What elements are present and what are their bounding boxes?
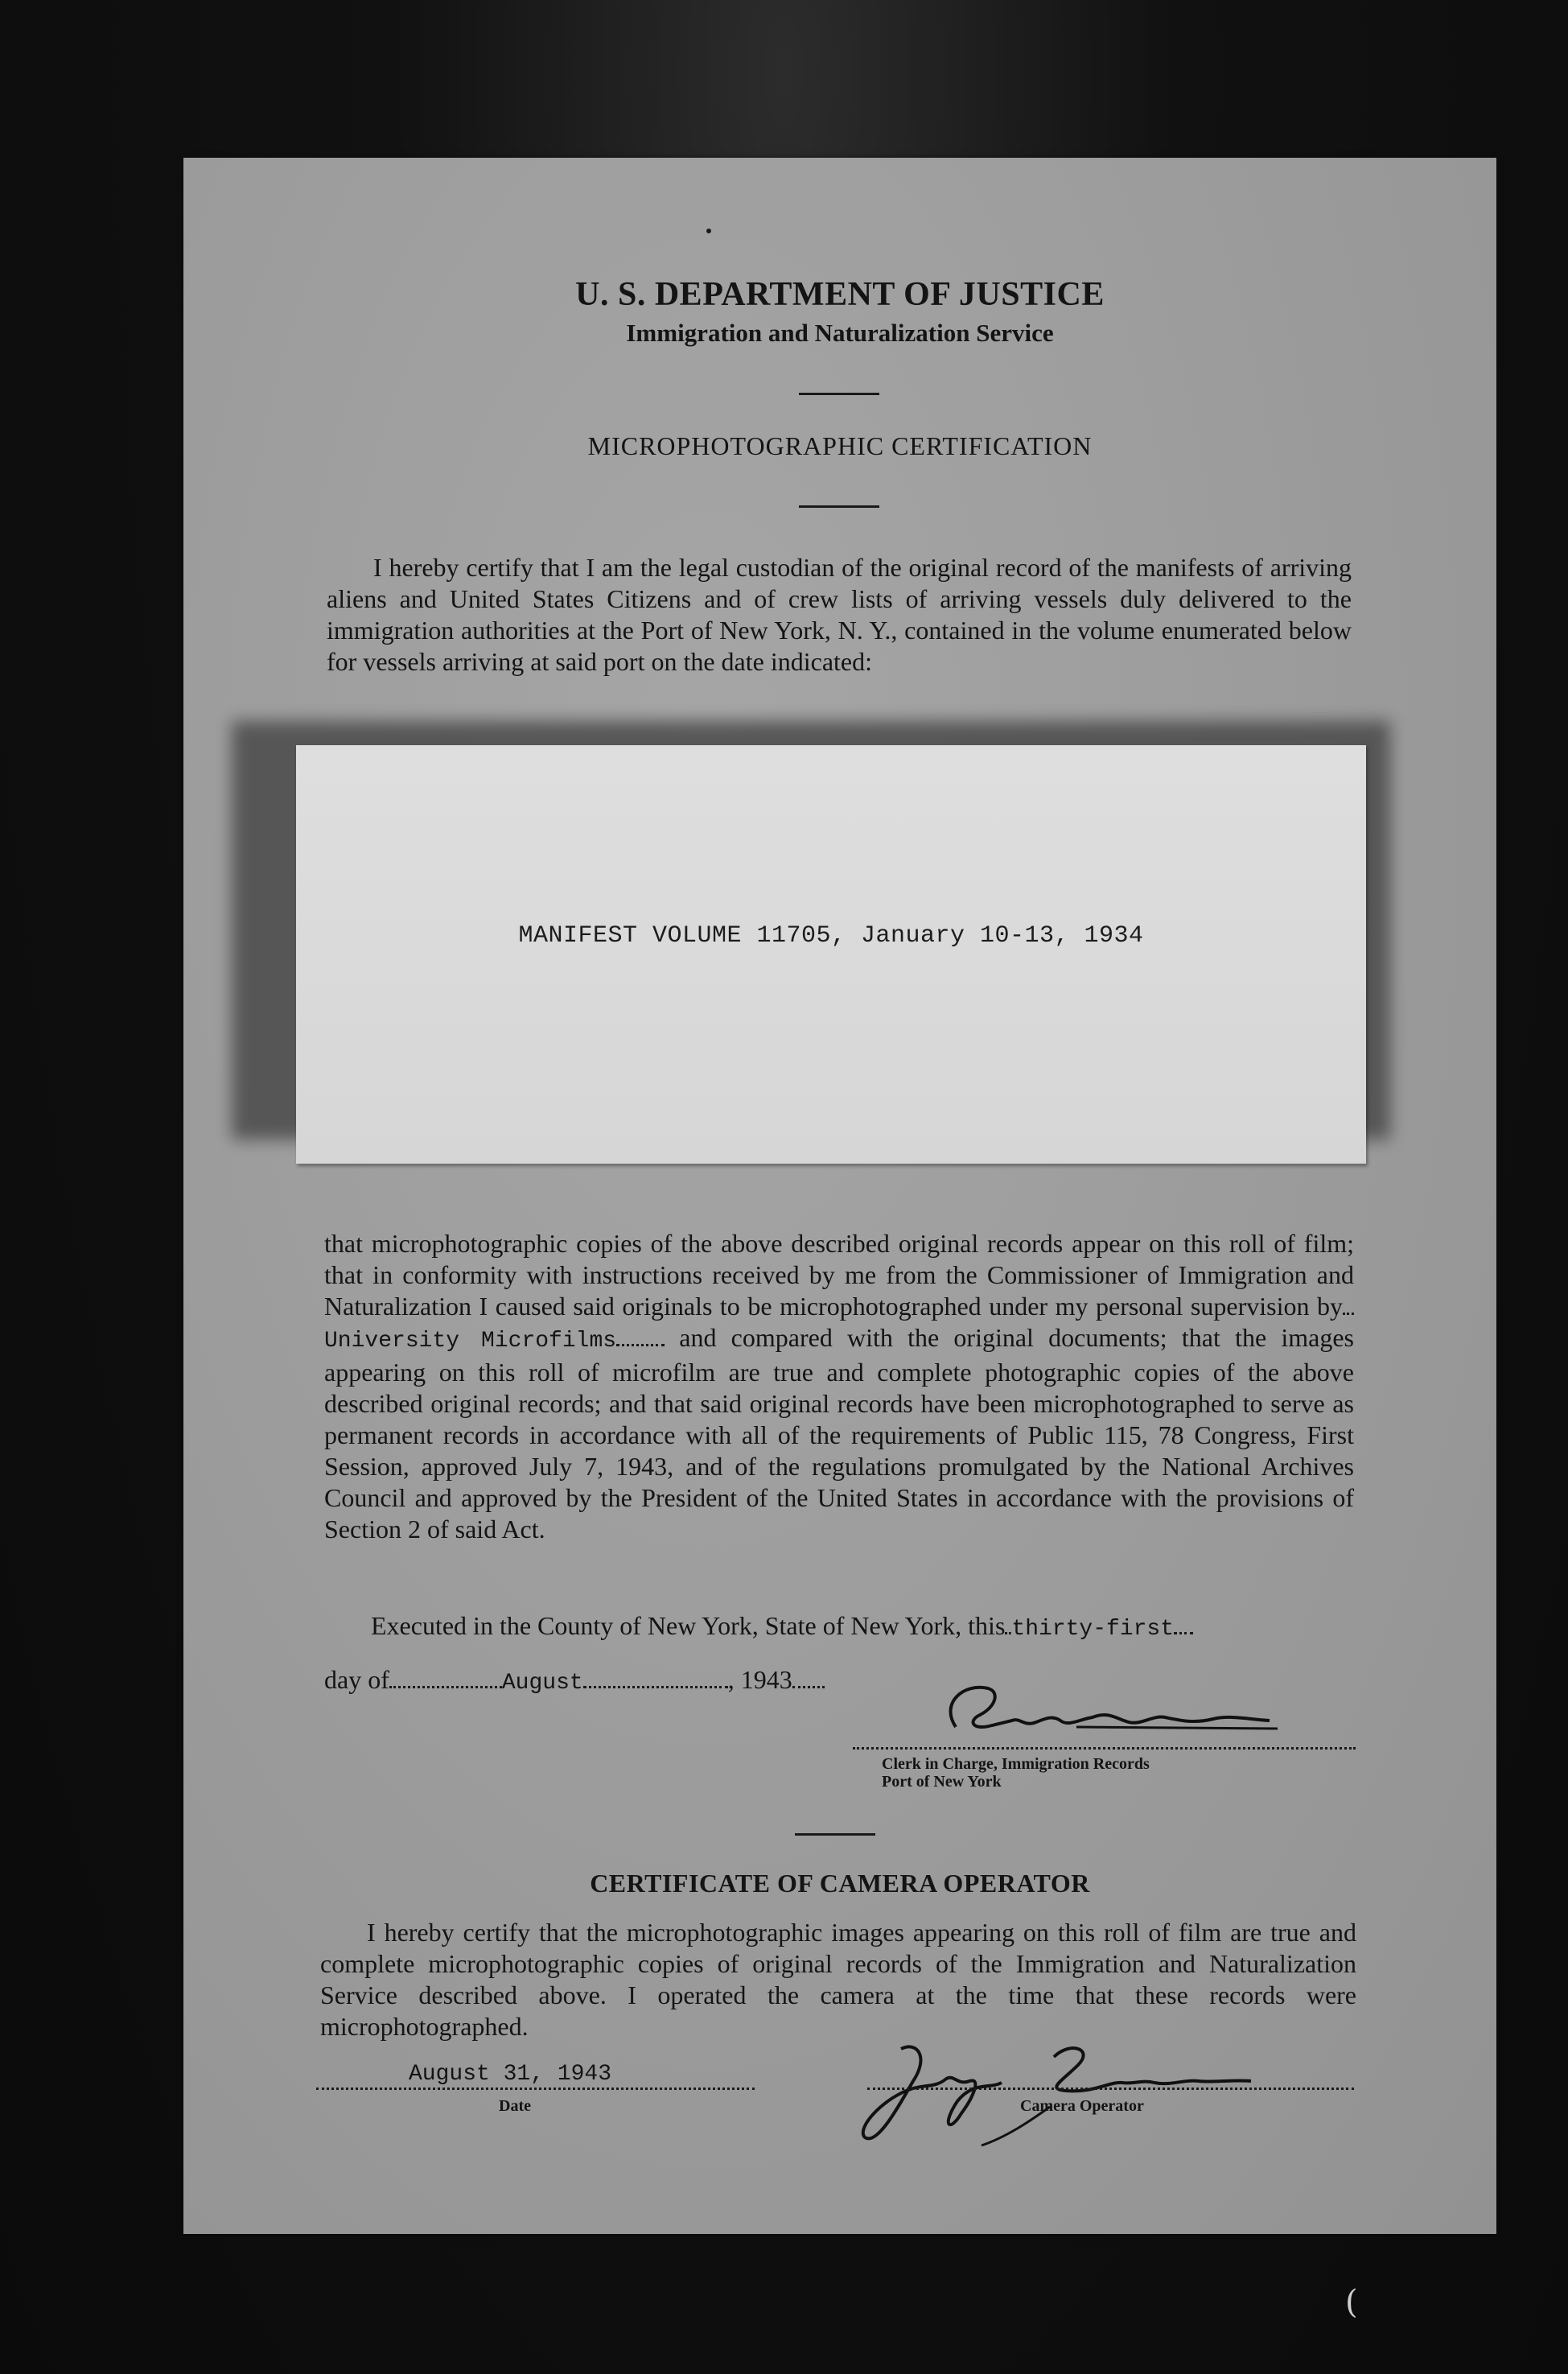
clerk-title [882, 1755, 1150, 1791]
divider [799, 393, 879, 395]
camera-operator-signature [853, 2033, 1263, 2153]
clerk-title-line1: Clerk in Charge, Immigration Records [882, 1755, 1150, 1773]
body-paragraph [324, 1228, 1354, 1545]
typed-manifest-slip [296, 745, 1366, 1164]
camera-operator-title: CERTIFICATE OF CAMERA OPERATOR [590, 1869, 1090, 1898]
intro-paragraph: I hereby certify that I am the legal custodian of the original record of the manifests of arriving aliens and United States Citizens and of crew lists of arriving vessels duly delivered to the immigration authorities at the Port of New York, N. Y., contained in the volume enumerated below for vessels arriving at said port on the date indicated: [327, 553, 1352, 676]
clerk-title-line2: Port of New York [882, 1773, 1002, 1791]
camera-operator-label: Camera Operator [1020, 2097, 1144, 2115]
film-edge-mark: ( [1345, 2284, 1358, 2321]
divider [799, 505, 879, 508]
clerk-signature [924, 1671, 1294, 1751]
service-subtitle: Immigration and Naturalization Service [626, 319, 1054, 347]
manifest-volume-text: MANIFEST VOLUME 11705, January 10-13, 1934 [518, 922, 1144, 950]
date-label: Date [499, 2097, 531, 2115]
certification-title: MICROPHOTOGRAPHIC CERTIFICATION [587, 431, 1093, 460]
day-of-line: day of August , 1943 [324, 1664, 825, 1699]
date-line [316, 2088, 755, 2090]
day-of-label: day of [324, 1665, 389, 1694]
body-text-part1: that microphotographic copies of the above described original records appear on this roll of film; that in conformity with instructions received by me from the Commissioner of Immigration and Naturalization I caused said originals to be microphotographed under my personal supervision by [324, 1229, 1354, 1321]
execution-text: Executed in the County of New York, State of New York, this [371, 1611, 1006, 1640]
body-text-part2: and compared with the original documents; that the images appearing on this roll of microfilm are true and complete photographic copies of the above described original records; and that said original records have been microphotographed to serve as permanent records in accordance with all of the requirements of Public 115, 78 Congress, First Session, approved July 7, 1943, and of the regulations promulgated by the National Archives Council and approved by the President of the United States in accordance with the provisions of Section 2 of said Act. [324, 1323, 1355, 1544]
execution-line [324, 1610, 1354, 1645]
camera-operator-paragraph: I hereby certify that the microphotographic images appearing on this roll of film are true and complete microphotographic copies of original records of the Immigration and Naturalization Service described above. I operated the camera at the time that these records were microphotographed. [320, 1918, 1356, 2041]
month-value: August [501, 1671, 583, 1696]
operator-signature-line [867, 2088, 1354, 2090]
certificate-page [183, 158, 1496, 2234]
ink-speck [706, 229, 711, 233]
department-title: U. S. DEPARTMENT OF JUSTICE [575, 276, 1105, 313]
clerk-signature-line [853, 1747, 1356, 1750]
filmed-by-value: University Microfilms [324, 1329, 617, 1354]
operator-date-value: August 31, 1943 [409, 2062, 612, 2087]
execution-day-value: thirty-first [1011, 1617, 1175, 1642]
year-value: 1943 [740, 1665, 792, 1694]
divider [795, 1833, 875, 1836]
